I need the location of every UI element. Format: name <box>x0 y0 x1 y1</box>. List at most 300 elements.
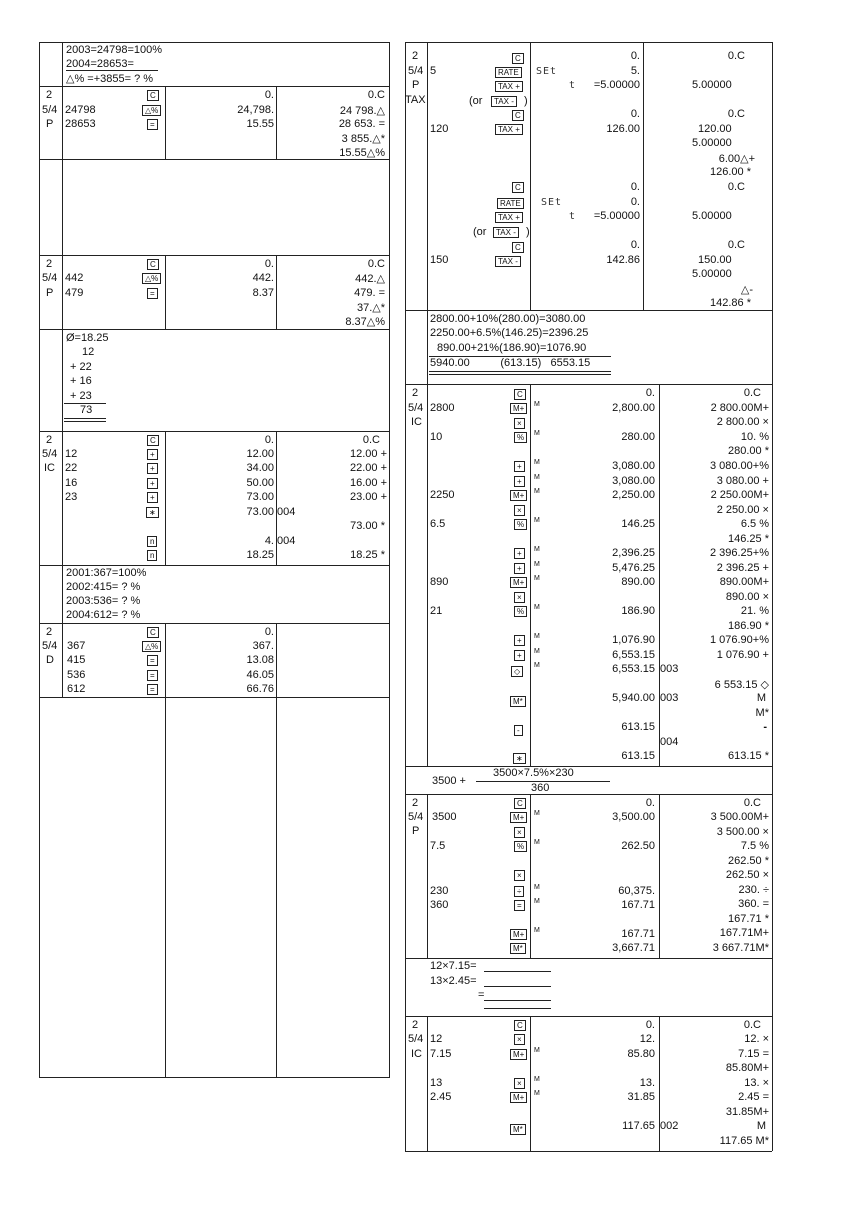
print-line: 167.71 * <box>728 913 769 925</box>
key-equals[interactable]: = <box>147 655 158 666</box>
divider <box>39 623 390 624</box>
display-value: 85.80 <box>627 1048 655 1060</box>
print-line: M <box>756 692 766 704</box>
print-line: 479. = <box>354 287 385 299</box>
key-diamond[interactable]: ◇ <box>511 666 523 677</box>
answer-line <box>484 986 551 987</box>
print-line: 37.△* <box>356 302 385 314</box>
item-count: 004 <box>277 506 296 518</box>
memory-flag: M <box>534 648 540 655</box>
display-value: 0. <box>630 181 640 193</box>
print-line: 442.△ <box>355 273 385 285</box>
input-value: 7.15 <box>430 1048 452 1060</box>
key-multiply[interactable]: × <box>514 592 525 603</box>
key-multiply[interactable]: × <box>514 418 525 429</box>
example-formula: 12 <box>82 346 95 358</box>
memory-flag: M <box>534 898 540 905</box>
print-line: 7.5 % <box>740 840 769 852</box>
item-count: 004 <box>660 736 679 748</box>
divider <box>39 329 390 330</box>
print-line: 167.71M+ <box>719 927 769 939</box>
print-line: 2 396.25+% <box>709 547 769 559</box>
key-m-plus[interactable]: M+ <box>510 403 527 414</box>
key-rate[interactable]: RATE <box>497 198 524 209</box>
key-m-plus[interactable]: M+ <box>510 1092 527 1103</box>
print-line: 890.00 × <box>725 591 769 603</box>
key-delta-percent[interactable]: △% <box>142 641 161 652</box>
key-c[interactable]: C <box>147 90 159 101</box>
divider <box>405 1151 772 1152</box>
print-line: 3 500.00 × <box>716 826 769 838</box>
column-line <box>659 384 660 766</box>
setting-label: 2 <box>46 89 53 101</box>
memory-flag: M <box>534 604 540 611</box>
input-value: 13 <box>430 1077 443 1089</box>
answer-line <box>484 971 551 972</box>
memory-flag: M <box>534 1090 540 1097</box>
key-multiply[interactable]: × <box>514 1078 525 1089</box>
input-value: 612 <box>67 683 86 695</box>
print-line: 3 667.71M* <box>712 942 769 954</box>
key-equals[interactable]: = <box>147 684 158 695</box>
setting-label: P <box>46 118 54 130</box>
display-value: 4. <box>264 535 274 547</box>
print-line: 262.50 * <box>728 855 769 867</box>
setting-label: IC <box>411 1048 422 1060</box>
key-total[interactable]: ∗ <box>146 507 159 518</box>
display-value: 5,476.25 <box>612 562 655 574</box>
print-line: 12.00 + <box>349 448 387 460</box>
example-formula-numerator: 3500×7.5%×230 <box>493 767 574 779</box>
item-count: 002 <box>660 1120 679 1132</box>
key-plus[interactable]: + <box>514 635 525 646</box>
display-value: 6,553.15 <box>612 663 655 675</box>
key-n[interactable]: n <box>147 536 157 547</box>
key-plus[interactable]: + <box>147 478 158 489</box>
print-line: 3 500.00M+ <box>710 811 769 823</box>
display-value: =5.00000 <box>593 79 640 91</box>
key-c[interactable]: C <box>147 259 159 270</box>
print-line: 1 076.90 + <box>716 649 769 661</box>
example-formula: 2003:536= ? % <box>66 595 141 607</box>
key-plus[interactable]: + <box>514 548 525 559</box>
print-line: 0.C <box>367 89 385 101</box>
key-m-plus[interactable]: M+ <box>510 577 527 588</box>
setting-label: TAX <box>405 94 426 106</box>
print-line: 22.00 + <box>349 462 387 474</box>
input-value: 5 <box>430 65 437 77</box>
key-plus[interactable]: + <box>147 449 158 460</box>
or-label: ) <box>526 226 530 238</box>
key-tax-plus[interactable]: TAX + <box>495 212 523 223</box>
display-value: 126.00 <box>606 123 640 135</box>
display-value: 15.55 <box>246 118 274 130</box>
key-c[interactable]: C <box>147 435 159 446</box>
example-formula: + 23 <box>70 390 92 402</box>
print-line: 31.85M+ <box>725 1106 769 1118</box>
column-line <box>62 42 63 697</box>
display-value: 613.15 <box>621 721 655 733</box>
setting-label: D <box>46 654 54 666</box>
key-c[interactable]: C <box>512 110 524 121</box>
column-line <box>165 255 166 329</box>
display-value: 73.00 <box>246 491 274 503</box>
display-value: 280.00 <box>621 431 655 443</box>
display-value: 0. <box>264 258 274 270</box>
key-multiply[interactable]: × <box>514 1034 525 1045</box>
key-m-plus[interactable]: M+ <box>510 1049 527 1060</box>
key-multiply[interactable]: × <box>514 827 525 838</box>
key-plus[interactable]: + <box>514 563 525 574</box>
key-plus[interactable]: + <box>514 650 525 661</box>
display-value: 60,375. <box>618 885 655 897</box>
column-line <box>427 794 428 958</box>
key-total[interactable]: ∗ <box>513 753 526 764</box>
print-line: 613.15 * <box>728 750 769 762</box>
display-value: 142.86 <box>606 254 640 266</box>
key-m-star[interactable]: M* <box>510 943 526 954</box>
memory-flag: M <box>534 430 540 437</box>
display-value: 5. <box>630 65 640 77</box>
key-percent[interactable]: % <box>514 606 527 617</box>
memory-flag: M <box>534 927 540 934</box>
print-line: 146.25 * <box>728 533 769 545</box>
input-value: 22 <box>65 462 78 474</box>
key-divide[interactable]: ÷ <box>514 886 524 897</box>
column-line <box>276 623 277 1078</box>
example-formula: 2250.00+6.5%(146.25)=2396.25 <box>430 327 589 339</box>
print-line: 0.C <box>743 797 761 809</box>
column-line <box>427 1016 428 1151</box>
column-line <box>530 42 531 311</box>
example-formula: + 16 <box>70 375 92 387</box>
memory-flag: M <box>534 474 540 481</box>
setting-label: 5/4 <box>42 640 58 652</box>
divider <box>39 255 390 256</box>
display-value: 0. <box>630 196 640 208</box>
setting-label: P <box>46 287 54 299</box>
key-multiply[interactable]: × <box>514 870 525 881</box>
column-line <box>165 623 166 1078</box>
setting-label: 5/4 <box>408 402 424 414</box>
display-value: 66.76 <box>246 683 274 695</box>
key-c[interactable]: C <box>512 182 524 193</box>
print-line: 15.55△% <box>339 147 385 159</box>
segment-display: SEt <box>541 197 563 208</box>
sum-line <box>429 374 611 375</box>
display-value: 186.90 <box>621 605 655 617</box>
key-equals[interactable]: = <box>147 288 158 299</box>
key-rate[interactable]: RATE <box>495 67 522 78</box>
divider <box>405 1016 772 1017</box>
example-formula: 12×7.15= <box>430 960 477 972</box>
setting-label: 2 <box>412 50 419 62</box>
key-equals[interactable]: = <box>147 119 158 130</box>
example-formula: 73 <box>80 404 93 416</box>
example-formula <box>66 58 158 70</box>
display-value: 0. <box>630 239 640 251</box>
example-formula: 13×2.45= <box>430 975 477 987</box>
display-value: 2,800.00 <box>612 402 655 414</box>
setting-label: 2 <box>46 626 53 638</box>
display-value: 6,553.15 <box>612 649 655 661</box>
print-line: 5.00000 <box>692 79 732 91</box>
item-count: 003 <box>660 663 679 675</box>
key-percent[interactable]: % <box>514 841 527 852</box>
key-m-plus[interactable]: M+ <box>510 812 527 823</box>
key-equals[interactable]: = <box>147 670 158 681</box>
key-m-star[interactable]: M* <box>510 1124 526 1135</box>
key-tax-minus[interactable]: TAX - <box>491 96 517 107</box>
sum-line <box>429 371 611 372</box>
input-value: 16 <box>65 477 78 489</box>
segment-display: SEt <box>536 66 558 77</box>
print-line: 2 396.25 + <box>716 562 769 574</box>
display-value: 367. <box>252 640 274 652</box>
column-line <box>643 42 644 311</box>
print-line: 2 800.00M+ <box>710 402 769 414</box>
memory-flag: M <box>534 810 540 817</box>
key-plus[interactable]: + <box>514 461 525 472</box>
or-label: (or <box>469 95 483 107</box>
display-value: 167.71 <box>621 899 655 911</box>
print-line: 7.15 = <box>738 1048 769 1060</box>
key-c[interactable]: C <box>514 1020 526 1031</box>
print-line: 150.00 <box>698 254 732 266</box>
key-delta-percent[interactable]: △% <box>142 273 161 284</box>
memory-flag: M <box>534 633 540 640</box>
input-value: 21 <box>430 605 443 617</box>
key-m-star[interactable]: M* <box>510 696 526 707</box>
memory-flag: M <box>534 401 540 408</box>
print-line: 280.00 * <box>728 445 769 457</box>
divider <box>39 697 390 698</box>
print-line: 186.90 * <box>728 620 769 632</box>
divider <box>405 794 772 795</box>
key-tax-plus[interactable]: TAX + <box>495 124 523 135</box>
print-line: △- <box>740 284 753 296</box>
key-minus[interactable]: - <box>514 725 523 736</box>
display-value: 3,667.71 <box>612 942 655 954</box>
print-line: 1 076.90+% <box>709 634 769 646</box>
setting-label: 2 <box>412 1019 419 1031</box>
print-line: 2 800.00 × <box>716 416 769 428</box>
display-value: 0. <box>630 108 640 120</box>
print-line: 3 080.00+% <box>709 460 769 472</box>
setting-label: IC <box>411 416 422 428</box>
input-value: 536 <box>67 669 86 681</box>
display-value: 12.00 <box>246 448 274 460</box>
print-line: 73.00 * <box>350 520 385 532</box>
print-line: 126.00 * <box>710 166 751 178</box>
memory-flag: M <box>534 561 540 568</box>
print-line: 2 250.00M+ <box>710 489 769 501</box>
print-line: 360. = <box>738 898 769 910</box>
display-value: 13.08 <box>246 654 274 666</box>
key-plus[interactable]: + <box>514 476 525 487</box>
print-line: 6.00△+ <box>718 153 755 165</box>
display-value: 0. <box>630 50 640 62</box>
display-value: 3,080.00 <box>612 460 655 472</box>
key-plus[interactable]: + <box>147 492 158 503</box>
setting-label: 5/4 <box>42 448 58 460</box>
input-value: 12 <box>65 448 78 460</box>
print-line: 262.50 × <box>725 869 769 881</box>
key-m-plus[interactable]: M+ <box>510 490 527 501</box>
or-label: (or <box>473 226 487 238</box>
print-line: 23.00 + <box>349 491 387 503</box>
key-tax-minus[interactable]: TAX - <box>493 227 519 238</box>
setting-label: 5/4 <box>408 65 424 77</box>
display-value: 0. <box>645 387 655 399</box>
key-c[interactable]: C <box>512 53 524 64</box>
key-tax-plus[interactable]: TAX + <box>495 81 523 92</box>
print-line: 5.00000 <box>692 268 732 280</box>
display-value: 890.00 <box>621 576 655 588</box>
input-value: 12 <box>430 1033 443 1045</box>
example-formula: 2004:612= ? % <box>66 609 141 621</box>
print-line: 0.C <box>727 108 745 120</box>
display-value: 0. <box>264 89 274 101</box>
example-formula: 3500 + <box>432 775 466 787</box>
column-line <box>530 384 531 766</box>
setting-label: P <box>412 825 420 837</box>
divider <box>405 958 772 959</box>
display-value: 1,076.90 <box>612 634 655 646</box>
example-formula-denominator: 360 <box>531 782 550 794</box>
memory-flag: M <box>534 839 540 846</box>
answer-line <box>484 1008 551 1009</box>
example-formula: 2002:415= ? % <box>66 581 141 593</box>
column-line <box>276 255 277 329</box>
print-line: 18.25 * <box>350 549 385 561</box>
key-c[interactable]: C <box>147 627 159 638</box>
divider <box>39 86 390 87</box>
example-formula: 2003=24798=100% <box>66 44 163 56</box>
input-value: 890 <box>430 576 449 588</box>
input-value: 479 <box>65 287 84 299</box>
print-line: M* <box>755 707 769 719</box>
sum-line <box>64 421 106 422</box>
key-plus[interactable]: + <box>147 463 158 474</box>
key-percent[interactable]: % <box>514 519 527 530</box>
print-line: 2.45 = <box>738 1091 769 1103</box>
setting-label: 5/4 <box>408 1033 424 1045</box>
column-line <box>772 766 773 958</box>
print-line: 6 553.15 ◇ <box>714 679 769 691</box>
display-value: 3,500.00 <box>612 811 655 823</box>
column-line <box>427 42 428 311</box>
memory-flag: M <box>534 662 540 669</box>
print-line: 10. % <box>740 431 769 443</box>
print-line: 5.00000 <box>692 210 732 222</box>
column-line <box>405 311 406 766</box>
input-value: 415 <box>67 654 86 666</box>
print-line: 117.65 M* <box>719 1135 769 1147</box>
input-value: 230 <box>430 885 449 897</box>
divider <box>405 384 772 385</box>
example-formula: Ø=18.25 <box>66 332 109 344</box>
input-value: 7.5 <box>430 840 446 852</box>
key-c[interactable]: C <box>514 389 526 400</box>
setting-label: P <box>412 79 420 91</box>
print-line: 3 855.△* <box>341 133 385 145</box>
print-line: 230. ÷ <box>738 884 769 896</box>
key-equals[interactable]: = <box>514 900 525 911</box>
input-value: 2.45 <box>430 1091 452 1103</box>
setting-label: 2 <box>412 387 419 399</box>
item-count: 003 <box>660 692 679 704</box>
print-line: 24 798.△ <box>339 105 385 117</box>
input-value: 23 <box>65 491 78 503</box>
input-value: 150 <box>430 254 449 266</box>
print-line: 85.80M+ <box>725 1062 769 1074</box>
display-value: 2,396.25 <box>612 547 655 559</box>
print-line: 28 653. = <box>338 118 385 130</box>
display-value: 167.71 <box>621 928 655 940</box>
memory-flag: M <box>534 459 540 466</box>
print-line: 6.5 % <box>740 518 769 530</box>
setting-label: 2 <box>46 258 53 270</box>
print-line: 0.C <box>727 50 745 62</box>
answer-line <box>484 1000 551 1001</box>
key-n[interactable]: n <box>147 550 157 561</box>
example-formula: + 22 <box>70 361 92 373</box>
example-formula-part: 2004=28653= <box>66 58 158 71</box>
print-line: 0.C <box>743 387 761 399</box>
print-line: 3 080.00 + <box>716 475 769 487</box>
key-delta-percent[interactable]: △% <box>142 105 161 116</box>
display-value: 46.05 <box>246 669 274 681</box>
print-line: 890.00M+ <box>719 576 769 588</box>
or-label: ) <box>524 95 528 107</box>
display-value: 24,798. <box>237 104 274 116</box>
left-column-frame <box>39 42 390 1078</box>
key-percent[interactable]: % <box>514 432 527 443</box>
display-value: 146.25 <box>621 518 655 530</box>
setting-label: 2 <box>412 797 419 809</box>
key-multiply[interactable]: × <box>514 505 525 516</box>
display-value: 0. <box>264 626 274 638</box>
print-line: 2 250.00 × <box>716 504 769 516</box>
key-c[interactable]: C <box>514 798 526 809</box>
display-value: 3,080.00 <box>612 475 655 487</box>
key-m-plus[interactable]: M+ <box>510 929 527 940</box>
input-value: 120 <box>430 123 449 135</box>
display-value: 5,940.00 <box>612 692 655 704</box>
example-formula: 2800.00+10%(280.00)=3080.00 <box>430 313 586 325</box>
segment-display: t <box>569 80 577 91</box>
input-value: 367 <box>67 640 86 652</box>
column-line <box>659 794 660 958</box>
segment-display: t <box>569 211 577 222</box>
column-line <box>530 794 531 958</box>
display-value: 613.15 <box>621 750 655 762</box>
display-value: 262.50 <box>621 840 655 852</box>
memory-flag: M <box>534 517 540 524</box>
key-tax-minus[interactable]: TAX - <box>495 256 521 267</box>
print-line: 13. × <box>744 1077 769 1089</box>
print-line: 16.00 + <box>349 477 387 489</box>
print-line: 0.C <box>743 1019 761 1031</box>
setting-label: 5/4 <box>408 811 424 823</box>
key-c[interactable]: C <box>512 242 524 253</box>
sum-line <box>64 418 106 419</box>
input-value: 6.5 <box>430 518 446 530</box>
setting-label: 5/4 <box>42 272 58 284</box>
example-formula: = <box>478 989 485 1001</box>
display-value: 18.25 <box>246 549 274 561</box>
